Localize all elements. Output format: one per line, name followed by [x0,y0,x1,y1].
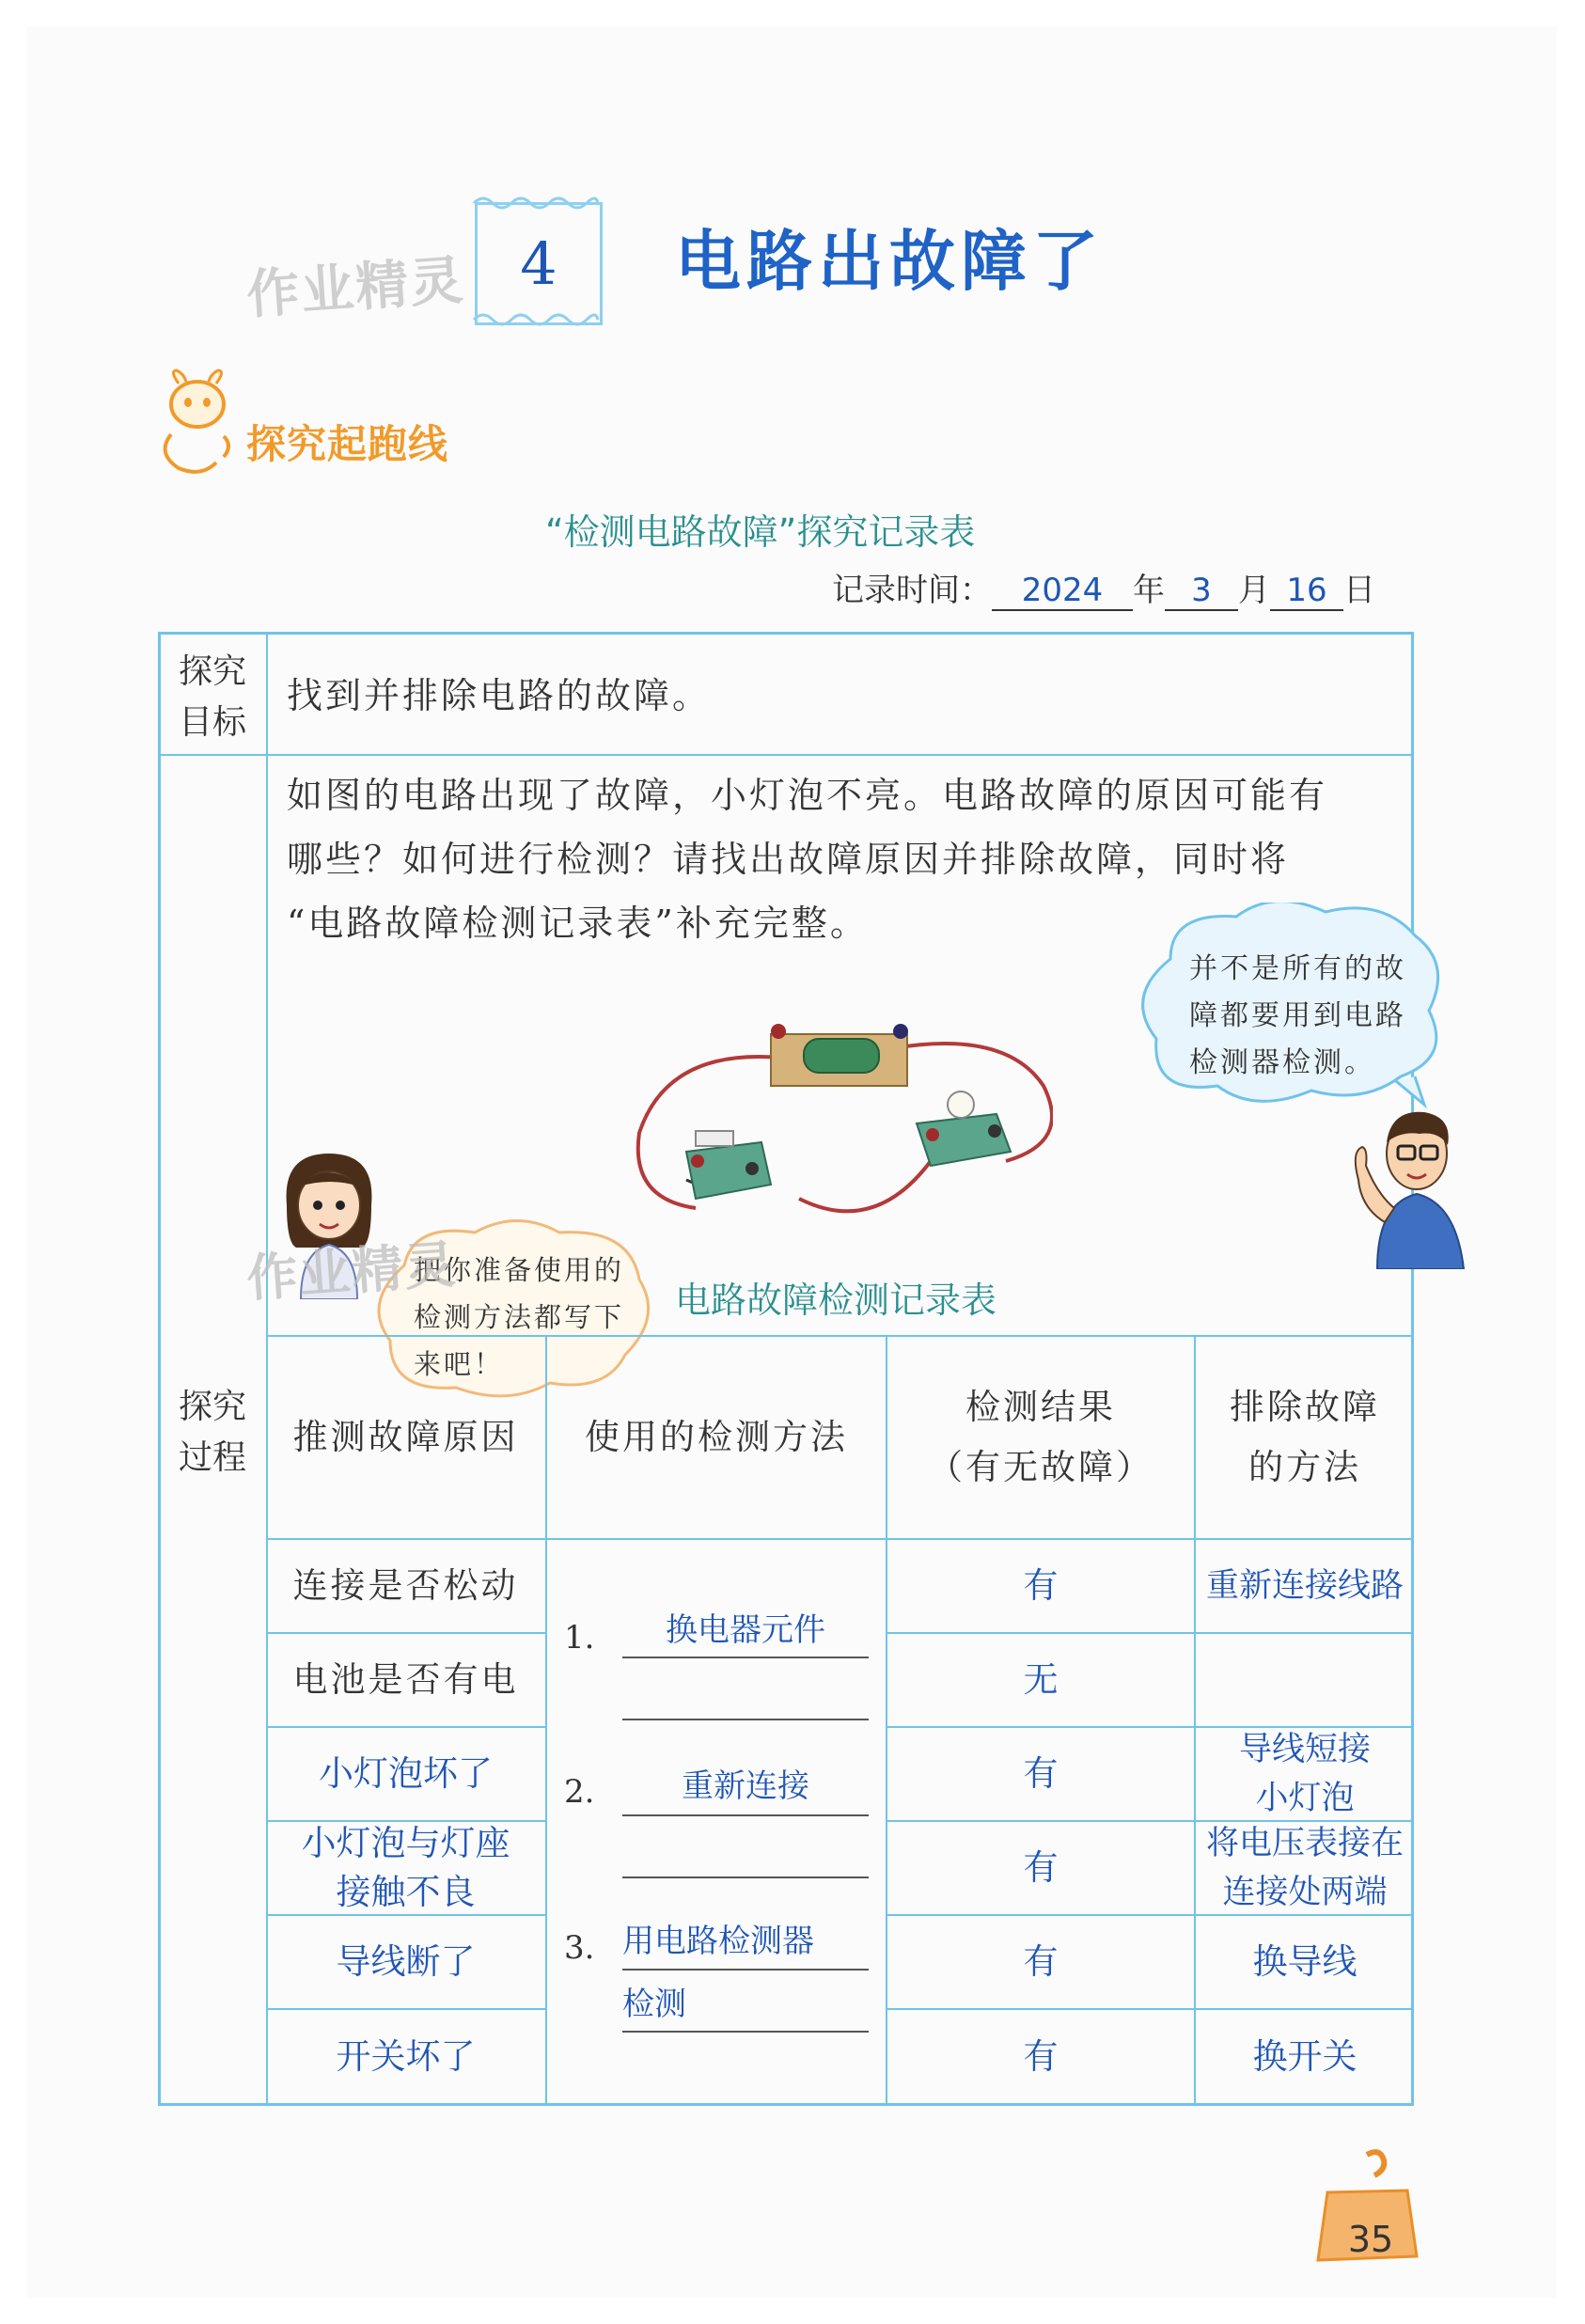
header-result-line-1: 检测结果 [965,1387,1116,1427]
record-table-title: “检测电路故障”探究记录表 [545,511,976,553]
header-method-text: 使用的检测方法 [585,1417,848,1457]
method-2-text: 重新连接 [622,1758,869,1816]
table-row-5-result: 有 [1023,1941,1059,1982]
record-year-value: 2024 [992,572,1133,611]
method-3-text-line-2: 检测 [622,1978,869,2033]
table-row-4-fix-line-1: 将电压表接在 [1205,1825,1404,1862]
table-row-4-fix [1196,1822,1414,1914]
chapter-number: 4 [475,202,603,325]
watermark-text: 作业精灵 [244,249,467,327]
record-time-line [832,564,1375,611]
process-text-line-1: 如图的电路出现了故障，小灯泡不亮。电路故障的原因可能有 [287,775,1328,816]
process-label [162,1382,263,1484]
girl-watermark-text: 作业精灵 [244,1234,460,1309]
table-row-4-cause-line-1: 小灯泡与灯座 [301,1823,510,1863]
table-row-1-result: 有 [1023,1565,1059,1606]
goal-text: 找到并排除电路的故障。 [287,675,712,716]
goal-label-line-2: 目标 [178,703,246,742]
table-row-4-cause-line-2: 接触不良 [336,1872,476,1912]
table-row-6-result: 有 [1023,2036,1059,2077]
section-label: 探究起跑线 [246,421,449,467]
table-row-3-fix-line-1: 导线短接 [1238,1731,1371,1768]
table-row-3-cause: 小灯泡坏了 [319,1753,493,1794]
day-unit: 日 [1343,572,1375,609]
mascot-icon [150,369,244,477]
girl-speech-line-2: 检测方法都写下 [414,1301,625,1333]
girl-speech-line-1: 把你准备使用的 [414,1254,625,1286]
table-row-5-cause: 导线断了 [336,1941,476,1982]
method-2-blank-line [622,1824,869,1878]
girl-speech-line-3: 来吧！ [414,1348,505,1380]
record-time-label: 记录时间： [832,572,992,609]
method-1-number: 1. [564,1619,595,1657]
header-result-line-2: （有无故障） [928,1447,1153,1487]
header-fix-line-1: 排除故障 [1230,1387,1380,1427]
goal-label [162,647,263,748]
table-row-2-fix [1196,1634,1414,1726]
table-row-1-cause: 连接是否松动 [292,1565,519,1606]
method-2-number: 2. [564,1773,595,1811]
table-row-4-fix-line-2: 连接处两端 [1222,1874,1388,1911]
teacher-speech-text [1189,946,1406,1087]
method-1-text: 换电器元件 [622,1604,869,1658]
teacher-speech-cloud [1133,903,1457,1109]
table-row-2-cause: 电池是否有电 [292,1659,519,1700]
table-row-3-fix [1196,1728,1414,1820]
teacher-speech-line-2: 障都要用到电路 [1189,999,1406,1032]
table-row-3-fix-line-2: 小灯泡 [1255,1780,1355,1817]
table-row-5-fix: 换导线 [1252,1941,1357,1982]
table-row-6-cause: 开关坏了 [336,2036,476,2077]
table-row-1-fix: 重新连接线路 [1205,1567,1404,1605]
header-result [887,1337,1194,1538]
chapter-title: 电路出故障了 [675,223,1104,300]
table-row-2-result: 无 [1023,1659,1059,1700]
process-label-line-1: 探究 [178,1388,246,1426]
table-row-3-result: 有 [1023,1753,1059,1794]
record-day-value: 16 [1270,572,1343,611]
circuit-illustration [630,1011,1053,1236]
teacher-speech-line-1: 并不是所有的故 [1189,952,1406,985]
table-row-4-result: 有 [1023,1847,1059,1888]
header-cause [266,1337,545,1538]
method-3-number: 3. [564,1929,595,1967]
month-unit: 月 [1238,572,1270,609]
year-unit: 年 [1133,572,1165,609]
goal-label-line-1: 探究 [178,652,246,691]
header-fix-line-2: 的方法 [1248,1447,1361,1487]
table-row-4-cause [266,1822,545,1914]
teacher-speech-line-3: 检测器检测。 [1189,1046,1375,1079]
header-fix [1196,1337,1414,1538]
page-number-badge [1309,2145,1421,2269]
teacher-illustration [1340,1105,1481,1269]
process-text-line-3: “电路故障检测记录表”补充完整。 [287,903,869,944]
goal-row-divider [158,754,1414,756]
method-3-text-line-1: 用电路检测器 [622,1914,869,1971]
header-cause-text: 推测故障原因 [292,1417,519,1457]
record-month-value: 3 [1165,572,1238,611]
process-label-line-2: 过程 [178,1438,246,1477]
detection-table-title: 电路故障检测记录表 [675,1280,997,1321]
table-row-6-fix: 换开关 [1252,2036,1357,2077]
header-method [547,1337,886,1538]
page-number: 35 [1347,2219,1394,2260]
method-1-blank-line [622,1666,869,1720]
process-text-line-2: 哪些？如何进行检测？请找出故障原因并排除故障，同时将 [287,839,1290,880]
